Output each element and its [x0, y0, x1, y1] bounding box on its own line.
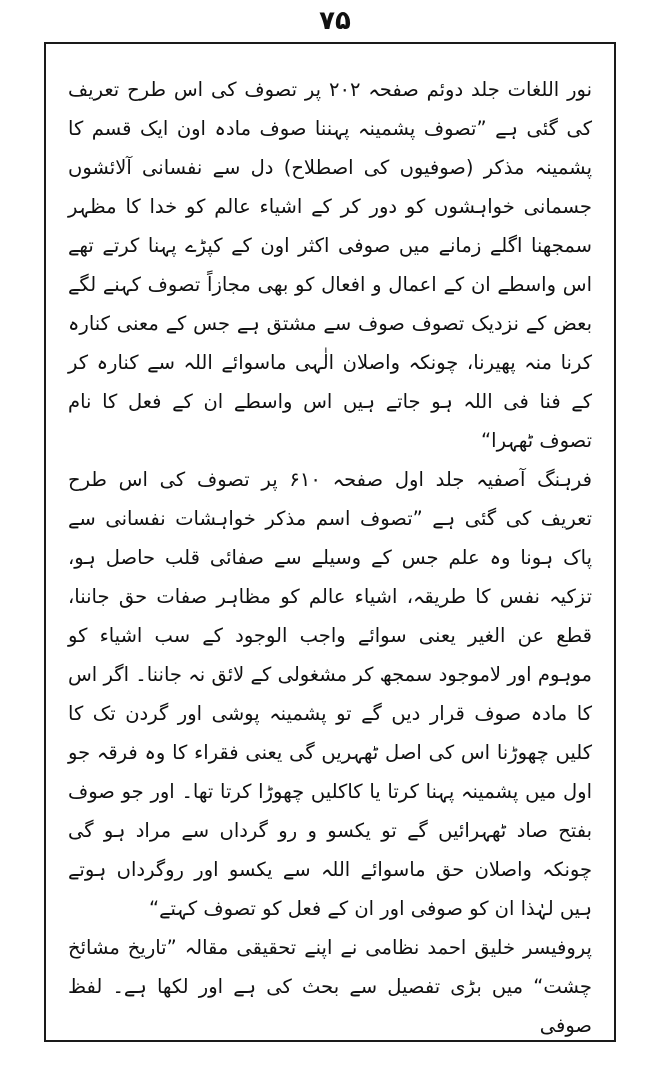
paragraph-khaliq-nizami: پروفیسر خلیق احمد نظامی نے اپنے تحقیقی مقالہ ”تاریخ مشائخ چشت“ میں بڑی تفصیل سے بحث کی ہے اور لکھا ہے۔ لفظ صوفی — [68, 936, 592, 1037]
page-number: ۷۵ — [319, 6, 351, 36]
paragraph-farhang-asafiya: فرہنگ آصفیہ جلد اول صفحہ ۶۱۰ پر تصوف کی اس طرح تعریف کی گئی ہے ”تصوف اسم مذکر خواہشات نفسانی سے پاک ہونا وہ علم جس کے وسیلے سے صفائی قلب حاصل ہو، تزکیہ نفس کا طریقہ، اشیاء عالم کو مظاہر صفات حق جاننا، قطع عن الغیر یعنی سوائے واجب الوجود کے سب اشیاء کو موہوم اور لاموجود سمجھ کر مشغولی کے لائق نہ جاننا۔ اگر اس کا مادہ صوف قرار دیں گے تو پشمینہ پوشی اور گردن تک کا کلیں چھوڑنا اس کی اصل ٹھہریں گی یعنی فقراء کا وہ فرقہ جو اول میں پشمینہ پہنا کرتا یا کاکلیں چھوڑا کرتا تھا۔ اور جو صوف بفتح صاد ٹھہرائیں گے تو یکسو و رو گرداں سے مراد ہو گی چونکہ واصلان حق ماسوائے اللہ سے یکسو اور روگرداں ہوتے ہیں لہٰذا ان کو صوفی اور ان کے فعل کو تصوف کہتے“ — [68, 468, 592, 920]
text-frame — [44, 42, 616, 1042]
paragraph-nur-ul-lughat: نور اللغات جلد دوئم صفحہ ۲۰۲ پر تصوف کی اس طرح تعریف کی گئی ہے ”تصوف پشمینہ پہننا صوف مادہ اون ایک قسم کا پشمینہ مذکر (صوفیوں کی اصطلاح) دل سے نفسانی آلائشوں جسمانی خواہشوں کو دور کر کے اشیاء عالم کو خدا کا مظہر سمجھنا اگلے زمانے میں صوفی اکثر اون کے کپڑے پہنا کرتے تھے اس واسطے ان کے اعمال و افعال کو بھی مجازاً تصوف کہنے لگے بعض کے نزدیک تصوف صوف سے مشتق ہے جس کے معنی کنارہ کرنا منہ پھیرنا، چونکہ واصلان الٰہی ماسوائے اللہ سے کنارہ کر کے فنا فی اللہ ہو جاتے ہیں اس واسطے ان کے فعل کا نام تصوف ٹھہرا“ — [68, 78, 592, 452]
